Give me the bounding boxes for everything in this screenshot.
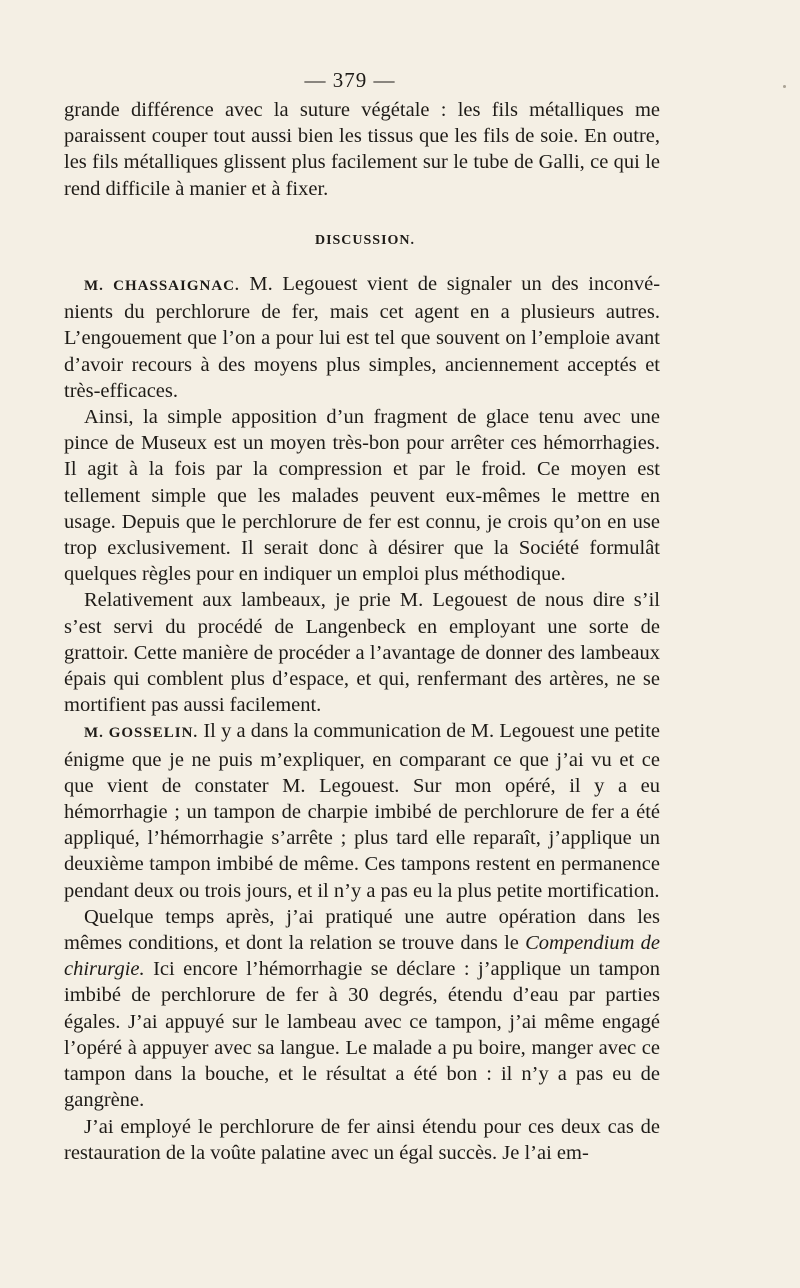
paragraph-text: Ainsi, la simple apposition d’un fragment de glace tenu avec une pince de Museux est un moyen très-bon pour arrêter ces hémorrhagies. Il agit à la fois par la compression et par le froid. Ce moyen est tellement simple que les malades peuvent eux-mêmes le mettre en usage. Depuis que le perchlorure de fer est connu, je crois qu’on en use trop exclusivement. Il serait donc à désirer que la Société formulât quelques règles pour en indiquer un emploi plus méthodique. (64, 406, 660, 586)
paragraph-text: J’ai employé le perchlorure de fer ainsi étendu pour ces deux cas de restauration de la voûte palatine avec un égal succès. Je l’ai em- (64, 1115, 660, 1164)
paragraph-operation (64, 904, 660, 1114)
paragraph-glace (64, 404, 660, 587)
paragraph-text: M. Legouest vient de signaler un des inconvénients du perchlorure de fer, mais cet agent en a plusieurs autres. L’engouement que l’on a pour lui est tel que souvent on l’emploie avant d’avoir recours à des moyens plus simples, anciennement acceptés et très-efficaces. (64, 273, 661, 402)
paragraph-text: Il y a dans la communication de M. Legouest une petite énigme que je ne puis m’expliquer, en comparant ce que j’ai vu et ce que vient de constater M. Legouest. Sur mon opéré, il y a eu hémorrhagie ; un tampon de charpie imbibé de perchlorure de fer a été appliqué, l’hémorrhagie s’arrête ; plus tard elle reparaît, j’applique un deuxième tampon imbibé de même. Ces tampons restent en permanence pendant deux ou trois jours, et il n’y a pas eu la plus petite mortification. (64, 720, 660, 902)
section-heading: DISCUSSION. (314, 233, 416, 248)
speaker-name: M. CHASSAIGNAC. (84, 278, 240, 294)
intro-block (64, 97, 660, 202)
paragraph-text: Ici encore l’hémorrhagie se déclare : j’applique un tampon imbibé de perchlorure de fer à 30 degrés, étendu d’eau par parties égales. J’ai appuyé sur le lambeau avec ce tampon, j’ai même engagé l’opéré à appuyer avec sa langue. Le malade a pu boire, manger avec ce tampon dans la bouche, et le résultat a été bon : il n’y a pas eu de gangrène. (64, 958, 660, 1112)
paragraph-conclusion (64, 1114, 660, 1166)
paragraph-gosselin (64, 718, 660, 903)
paragraph-text: Quelque temps après, j’ai pratiqué une autre opération dans les mêmes conditions, et dont la relation se trouve dans le (64, 905, 660, 955)
page-number: — 379 — (304, 68, 396, 92)
discussion-body (64, 271, 660, 1166)
paragraph-lambeaux (64, 587, 660, 718)
paper-speck (783, 85, 786, 88)
book-title: Compendium de chirurgie. (64, 932, 660, 981)
paragraph-text: Relativement aux lambeaux, je prie M. Legouest de nous dire s’il s’est servi du procédé de Langenbeck en employant une sorte de grattoir. Cette manière de procéder a l’avantage de donner des lambeaux épais qui comblent plus d’espace, et qui, renfermant des artères, ne se mortifient pas aussi facilement. (64, 589, 660, 717)
speaker-name: M. GOSSELIN. (84, 725, 199, 742)
paragraph-chassaignac (64, 271, 660, 404)
intro-paragraph: grande différence avec la suture végétale : les fils métalliques me paraissent couper tout aussi bien les tissus que les fils de soie. En outre, les fils métalliques glissent plus facilement sur le tube de Galli, ce qui le rend difficile à manier et à fixer. (64, 99, 660, 200)
